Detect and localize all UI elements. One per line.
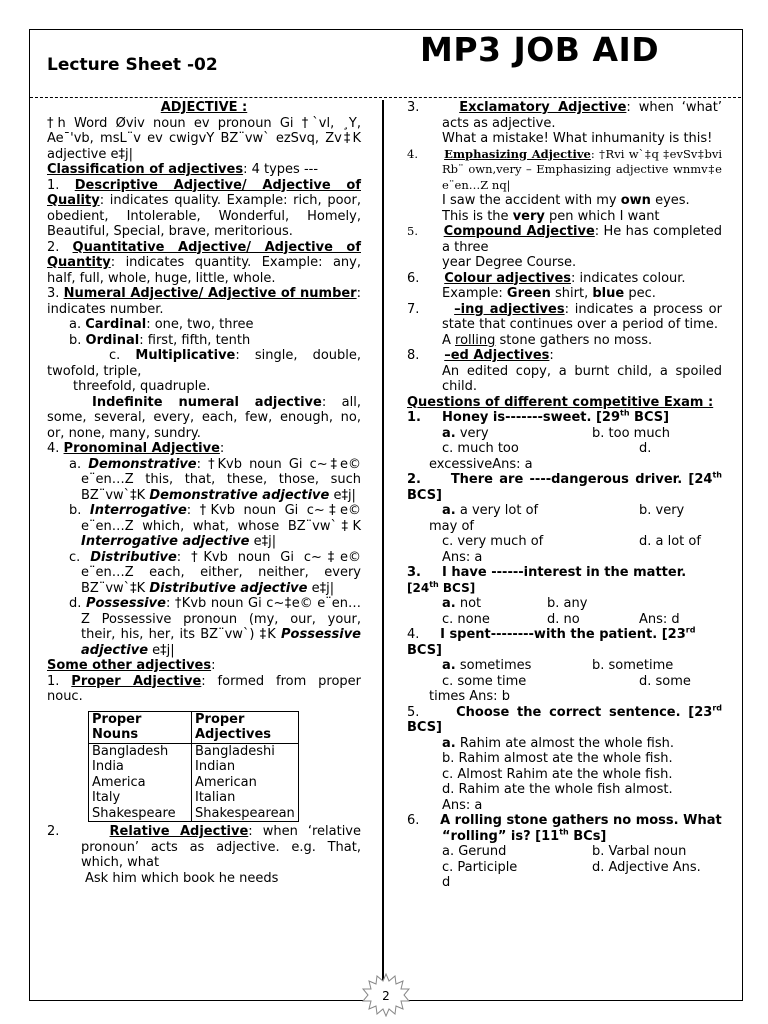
colour-adjectives: 6. Colour adjectives: indicates colour. (407, 270, 686, 286)
q1-options-row-2: c. much too d. (442, 441, 652, 456)
question-5: 5. Choose the correct sentence. [23rd BCS] (407, 703, 722, 735)
distributive: c. Distributive: †Kvb noun Gi c~‡e© e¨en…Z each, either, neither, every BZ¨vw`‡K Distributive adjective e‡j| (69, 549, 361, 596)
q5-option-c: c. Almost Rahim ate the whole fish. (442, 766, 673, 782)
demonstrative: a. Demonstrative: †Kvb noun Gi c~‡e© e¨en…Z this, that, these, those, such BZ¨vw`‡K Demonstrative adjective e‡j| (69, 456, 362, 503)
colour-example: Example: Green shirt, blue pec. (442, 286, 656, 301)
q3-options-row-1: a. not b. any (442, 596, 588, 611)
table-header-row (89, 711, 299, 743)
ing-adjectives: 7. –ing adjectives: indicates a process or state that continues over a period of time. (407, 301, 722, 332)
star-burst-icon (361, 973, 411, 1017)
section-title: ADJECTIVE : (160, 100, 248, 115)
table-cell: Italy (92, 790, 121, 805)
multiplicative: c. Multiplicative: single, double, twofold, triple, (47, 348, 362, 379)
table-cell: Shakespeare (92, 805, 176, 821)
ed-adjectives: 8. –ed Adjectives: (407, 348, 554, 363)
possessive: d. Possessive: †Kvb noun Gi c~‡e© e¨en…Z Possessive pronoun (my, our, your, their, his, her, its BZ¨vw`) ‡K Possessive adjective e‡j| (69, 596, 361, 658)
compound-example: year Degree Course. (442, 255, 577, 270)
question-4: 4. I spent--------with the patient. [23rd BCS] (407, 625, 696, 658)
descriptive-adjective: 1. Descriptive Adjective/ Adjective of Quality: indicates quality. Example: rich, poor, obedient, Intolerable, Wonderful, Homely, Beautiful, Special, brave, meritorious. (47, 177, 361, 239)
interrogative: b. Interrogative: †Kvb noun Gi c~‡e© e¨en…Z which, what, whose BZ¨vw`‡K Interrogative adjective e‡j| (69, 503, 361, 549)
proper-adjective-table (88, 711, 299, 823)
table-cell: America (92, 774, 146, 790)
table-row (89, 743, 299, 822)
ed-example: An edited copy, a burnt child, a spoiled child. (442, 363, 722, 394)
table-header: Proper Nouns (89, 711, 192, 743)
relative-example: Ask him which book he needs (85, 870, 279, 886)
exclamatory-adjective: 3. Exclamatory Adjective: when ‘what’ acts as adjective. (407, 100, 723, 131)
ordinal: b. Ordinal: first, fifth, tenth (69, 332, 251, 348)
exclamatory-example: What a mistake! What inhumanity is this! (442, 131, 713, 146)
table-cell: India (92, 759, 124, 774)
question-2: 2. There are ----dangerous driver. [24th BCS] (407, 470, 722, 503)
ing-example: A rolling stone gathers no moss. (442, 332, 653, 348)
q2-options-row-2: c. very much of d. a lot of (442, 534, 701, 549)
quantitative-adjective: 2. Quantitative Adjective/ Adjective of Quantity: indicates quantity. Example: any, half, full, whole, huge, little, whole. (47, 239, 361, 286)
q3-source: [24th BCS] (407, 579, 476, 595)
q1-options-row-1: a. very b. too much (442, 425, 670, 441)
classification: Classification of adjectives: 4 types --- (47, 162, 319, 177)
compound-adjective: 5. Compound Adjective: He has completed a three (407, 224, 722, 255)
q6-options-row-1: a. Gerund b. Varbal noun (442, 844, 687, 859)
other-adjectives-title: Some other adjectives: (47, 658, 216, 673)
right-column (407, 100, 722, 891)
q2-options-cont: may of (429, 518, 474, 534)
q4-answer: times Ans: b (429, 689, 510, 704)
table-cell: Italian (195, 790, 236, 805)
page-number-badge (361, 973, 411, 1017)
question-6: 6. A rolling stone gathers no moss. What “rolling” is? [11th BCs] (407, 813, 722, 844)
relative-adjective: 2. Relative Adjective: when ‘relative pronoun’ acts as adjective. e.g. That, which, what (47, 824, 362, 870)
column-divider (382, 100, 384, 995)
table-cell-nouns (89, 743, 192, 822)
table-cell: Bangladeshi (195, 743, 275, 759)
numeral-adjective: 3. Numeral Adjective/ Adjective of number: indicates number. (47, 286, 361, 317)
q3-options-row-2: c. none d. no Ans: d (442, 611, 680, 627)
q4-options-row-2: c. some time d. some (442, 673, 691, 689)
q2-options-row-1: a. a very lot of b. very (442, 503, 685, 518)
table-cell: Indian (195, 759, 236, 774)
table-cell-adjectives (192, 743, 299, 822)
left-column (47, 100, 361, 886)
q6-options-row-2: c. Participle d. Adjective Ans. (442, 859, 701, 875)
q5-option-b: b. Rahim almost ate the whole fish. (442, 751, 673, 766)
job-aid-title: MP3 JOB AID (420, 30, 660, 69)
q5-answer: Ans: a (442, 797, 483, 813)
q6-answer: d (442, 875, 451, 890)
q5-option-a: a. Rahim ate almost the whole fish. (442, 735, 674, 751)
header-divider (30, 97, 741, 98)
page-number: 2 (382, 989, 390, 1003)
emphasizing-adjective: 4. Emphasizing Adjective: †Rvi w`‡q ‡evSv‡bvi Rb¨ own,very – Emphasizing adjective wnmv‡e e¨en…Z nq| (407, 146, 723, 192)
q5-option-d: d. Rahim ate the whole fish almost. (442, 782, 673, 797)
table-cell: Shakespearean (195, 805, 295, 821)
emphasizing-example-1: I saw the accident with my own eyes. (442, 193, 690, 208)
questions-title: Questions of different competitive Exam : (407, 394, 714, 410)
cardinal: a. Cardinal: one, two, three (69, 317, 254, 332)
question-1: 1. Honey is-------sweet. [29th BCS] (407, 408, 670, 425)
q4-options-row-1: a. sometimes b. sometime (442, 658, 674, 673)
intro-text: †h Word Øviv noun ev pronoun Gi †`vl, ¸Y, Ae¯'vb, msL¨v ev cwigvY BZ¨vw` ezSvq, Zv‡K adjective e‡j| (47, 115, 361, 162)
indefinite-numeral: Indefinite numeral adjective: all, some, several, every, each, few, enough, no, or, none, many, sundry. (47, 394, 361, 441)
pronominal-adjective: 4. Pronominal Adjective: (47, 441, 225, 456)
question-3: 3. I have ------interest in the matter. (407, 565, 687, 580)
lecture-sheet-title: Lecture Sheet -02 (47, 55, 218, 75)
table-cell: American (195, 774, 257, 790)
emphasizing-example-2: This is the very pen which I want (442, 208, 660, 224)
q2-answer: Ans: a (442, 549, 483, 565)
table-cell: Bangladesh (92, 743, 169, 759)
q1-answer: excessiveAns: a (429, 456, 533, 472)
proper-adjective: 1. Proper Adjective: formed from proper nouc. (47, 673, 361, 704)
multiplicative-cont: threefold, quadruple. (73, 379, 211, 394)
table-header: Proper Adjectives (192, 711, 299, 743)
